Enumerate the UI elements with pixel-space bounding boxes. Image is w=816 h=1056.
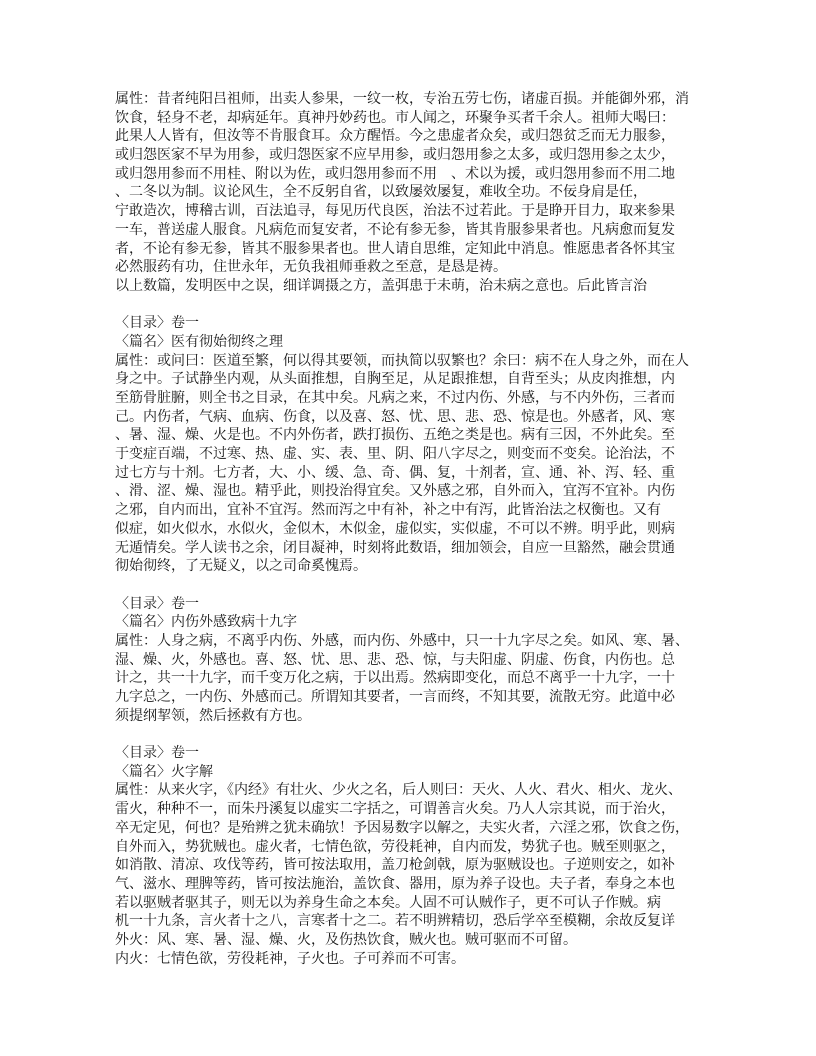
- section-paragraph-line: 、滑、涩、燥、湿也。精乎此，则投治得宜矣。又外感之邪，自外而入，宜泻不宜补。内伤: [115, 484, 675, 500]
- section-paragraph-line: 若以驱贼者驱其子，则无以为养身生命之本矣。人固不可认贼作子，更不可认子作贼。病: [115, 895, 661, 911]
- intro-paragraph-line: 饮食，轻身不老，却病延年。真神丹妙药也。市人闻之，环聚争买者千余人。祖师大喝曰：: [115, 110, 675, 126]
- section-paragraph-line: 须提纲挈领，然后拯救有方也。: [115, 708, 311, 724]
- intro-paragraph-line: 一车，普送虚人服食。凡病危而复安者，不论有参无参，皆其肯服参果者也。凡病愈而复发: [115, 222, 675, 238]
- section-paragraph-line: 内火：七情色欲，劳役耗神，子火也。子可养而不可害。: [115, 951, 465, 967]
- section-paragraph-line: 之邪，自内而出，宜补不宜泻。然而泻之中有补，补之中有泻，此皆治法之权衡也。又有: [115, 503, 661, 519]
- section-title-heading: 〈篇名〉医有彻始彻终之理: [115, 334, 283, 350]
- blank-line: [115, 726, 715, 745]
- section-title-heading: 〈篇名〉火字解: [115, 764, 213, 780]
- section-toc-heading: 〈目录〉卷一: [115, 746, 199, 762]
- section-paragraph-line: 卒无定见，何也？是殆辨之犹未确欤！予因易数字以解之，夫实火者，六淫之邪，饮食之伤，: [115, 820, 689, 836]
- section-paragraph-line: 过七方与十剂。七方者，大、小、缓、急、奇、偶、复，十剂者，宣、通、补、泻、轻、重: [115, 465, 675, 481]
- intro-paragraph-line: 此果人人皆有，但汝等不肯服食耳。众方醒悟。今之患虚者众矣，或归怨贫乏而无力服参，: [115, 129, 675, 145]
- section-paragraph-line: 无遁情矣。学人读书之余，闭目凝神，时刻将此数语，细加领会，自应一旦豁然，融会贯通: [115, 540, 675, 556]
- section-paragraph-line: 似症，如火似水，水似火，金似木，木似金，虚似实，实似虚，不可以不辨。明乎此，则病: [115, 521, 675, 537]
- section-paragraph-line: 于变症百端，不过寒、热、虚、实、表、里、阴、阳八字尽之，则变而不变矣。论治法，不: [115, 447, 675, 463]
- section-paragraph-line: 计之，共一十九字，而千变万化之病，于以出焉。然病即变化，而总不离乎一十九字，一十: [115, 671, 675, 687]
- section-toc-heading: 〈目录〉卷一: [115, 316, 199, 332]
- section-paragraph-line: 九字总之，一内伤、外感而己。所谓知其要者，一言而终，不知其要，流散无穷。此道中必: [115, 690, 675, 705]
- section-paragraph-line: 彻始彻终，了无疑义，以之司命奚愧焉。: [115, 559, 367, 575]
- intro-paragraph-line: 以上数篇，发明医中之误，细详调摄之方，盖弭患于未萌，治未病之意也。后此皆言治: [115, 278, 647, 294]
- section-paragraph-line: 、暑、湿、燥、火是也。不内外伤者，跌打损伤、五绝之类是也。病有三因，不外此矣。至: [115, 428, 675, 444]
- document-content: [115, 91, 715, 969]
- blank-line: [115, 577, 715, 596]
- section-paragraph-line: 自外而入，势犹贼也。虚火者，七情色欲，劳役耗神，自内而发，势犹子也。贼至则驱之，: [115, 839, 675, 855]
- section-paragraph-line: 气、滋水、理脾等药，皆可按法施治，盖饮食、器用，原为养子设也。夫子者，奉身之本也: [115, 876, 675, 892]
- section-paragraph-line: 己。内伤者，气病、血病、伤食，以及喜、怒、忧、思、悲、恐、惊是也。外感者，风、寒: [115, 409, 675, 425]
- section-paragraph-line: 如消散、清凉、攻伐等药，皆可按法取用，盖刀枪剑戟，原为驱贼设也。子逆则安之，如补: [115, 858, 675, 874]
- section-title-heading: 〈篇名〉内伤外感致病十九字: [115, 615, 297, 631]
- intro-paragraph-line: 必然服药有功，住世永年，无负我祖师垂救之至意，是恳是祷。: [115, 260, 507, 276]
- section-paragraph-line: 属性：人身之病，不离乎内伤、外感，而内伤、外感中，只一十九字尽之矣。如风、寒、暑、: [115, 633, 689, 649]
- intro-paragraph-line: 者，不论有参无参，皆其不服参果者也。世人请自思维，定知此中消息。惟愿患者各怀其宝: [115, 241, 675, 257]
- section-paragraph-line: 身之中。子试静坐内观，从头面推想，自胸至足，从足跟推想，自背至头；从皮肉推想，内: [115, 372, 675, 388]
- intro-paragraph-line: 或归怨用参而不用桂、附以为佐，或归怨用参而不用 、术以为援，或归怨用参而不用二地: [115, 166, 675, 182]
- section-paragraph-line: 属性：从来火字，《内经》有壮火、少火之名，后人则曰：天火、人火、君火、相火、龙火、: [115, 783, 682, 799]
- section-paragraph-line: 机一十九条，言火者十之八，言寒者十之二。若不明辨精切，恐后学卒至模糊，余故反复详: [115, 914, 675, 930]
- section-paragraph-line: 属性：或问曰：医道至繁，何以得其要领，而执简以驭繁也？余曰：病不在人身之外，而在人: [115, 353, 689, 369]
- intro-paragraph-line: 属性：昔者纯阳吕祖师，出卖人参果，一纹一枚，专治五劳七伤，诸虚百损。并能御外邪，消: [115, 92, 689, 107]
- section-toc-heading: 〈目录〉卷一: [115, 596, 199, 612]
- intro-paragraph-line: 、二冬以为制。议论风生，全不反躬自省，以致屡效屡复，难收全功。不佞身肩是任，: [115, 185, 647, 201]
- blank-line: [115, 297, 715, 316]
- section-paragraph-line: 雷火，种种不一，而朱丹溪复以虚实二字括之，可谓善言火矣。乃人人宗其说，而于治火，: [115, 802, 675, 818]
- section-paragraph-line: 外火：风、寒、暑、湿、燥、火，及伤热饮食，贼火也。贼可驱而不可留。: [115, 932, 577, 948]
- section-paragraph-line: 湿、燥、火，外感也。喜、怒、忧、思、悲、恐、惊，与夫阳虚、阴虚、伤食，内伤也。总: [115, 652, 675, 668]
- intro-paragraph-line: 宁敢造次，博稽古训，百法追寻，每见历代良医，治法不过若此。于是睁开目力，取来参果: [115, 204, 675, 220]
- section-paragraph-line: 至筋骨脏腑，则全书之目录，在其中矣。凡病之来，不过内伤、外感，与不内外伤，三者而: [115, 391, 675, 406]
- intro-paragraph-line: 或归怨医家不早为用参，或归怨医家不应早用参，或归怨用参之太多，或归怨用参之太少，: [115, 148, 675, 164]
